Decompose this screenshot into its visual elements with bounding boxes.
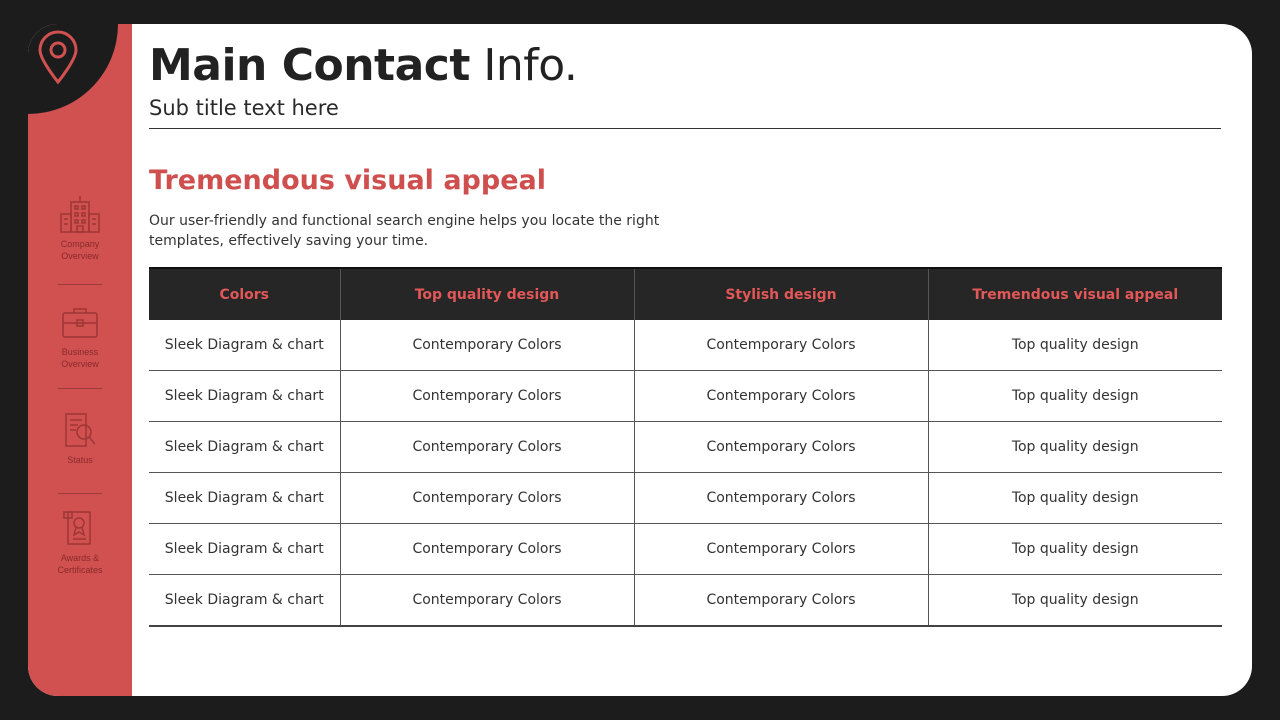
document-search-icon bbox=[60, 412, 100, 450]
section-heading: Tremendous visual appeal bbox=[149, 165, 546, 196]
table-cell: Contemporary Colors bbox=[340, 422, 634, 473]
table-header-cell: Tremendous visual appeal bbox=[928, 268, 1222, 320]
sidebar-label-status: Status bbox=[67, 455, 93, 465]
table-header-row bbox=[149, 268, 1222, 320]
location-pin-icon bbox=[36, 30, 80, 86]
table-cell: Contemporary Colors bbox=[634, 371, 928, 422]
table-cell: Sleek Diagram & chart bbox=[149, 473, 340, 524]
slide bbox=[28, 24, 1252, 696]
table-cell: Contemporary Colors bbox=[634, 524, 928, 575]
table-row bbox=[149, 371, 1222, 422]
table-cell: Top quality design bbox=[928, 524, 1222, 575]
table-row bbox=[149, 473, 1222, 524]
table-cell: Contemporary Colors bbox=[340, 575, 634, 627]
table-cell: Sleek Diagram & chart bbox=[149, 575, 340, 627]
page-subtitle: Sub title text here bbox=[149, 96, 339, 120]
title-divider bbox=[149, 128, 1221, 129]
table-cell: Contemporary Colors bbox=[340, 473, 634, 524]
table-row bbox=[149, 422, 1222, 473]
table-cell: Contemporary Colors bbox=[340, 524, 634, 575]
briefcase-icon bbox=[60, 304, 100, 340]
table-cell: Contemporary Colors bbox=[634, 575, 928, 627]
table-cell: Contemporary Colors bbox=[634, 422, 928, 473]
table-cell: Contemporary Colors bbox=[634, 473, 928, 524]
sidebar-item-business-overview[interactable] bbox=[28, 304, 132, 370]
table-cell: Sleek Diagram & chart bbox=[149, 320, 340, 371]
certificate-icon bbox=[60, 508, 100, 548]
table-row bbox=[149, 524, 1222, 575]
sidebar-label-business-overview: Business Overview bbox=[61, 347, 99, 369]
table-row bbox=[149, 320, 1222, 371]
table-header-cell: Stylish design bbox=[634, 268, 928, 320]
sidebar bbox=[28, 24, 132, 696]
table-header-cell: Top quality design bbox=[340, 268, 634, 320]
page-title-bold: Main Contact bbox=[149, 40, 470, 91]
sidebar-item-awards[interactable] bbox=[28, 508, 132, 576]
info-table bbox=[149, 267, 1222, 627]
table-row bbox=[149, 575, 1222, 627]
building-icon bbox=[57, 194, 103, 234]
table-cell: Top quality design bbox=[928, 371, 1222, 422]
table-cell: Top quality design bbox=[928, 422, 1222, 473]
table-cell: Contemporary Colors bbox=[634, 320, 928, 371]
table-cell: Top quality design bbox=[928, 320, 1222, 371]
sidebar-item-status[interactable] bbox=[28, 412, 132, 466]
sidebar-divider bbox=[58, 284, 102, 285]
sidebar-divider bbox=[58, 493, 102, 494]
page-title-light: Info. bbox=[469, 40, 578, 91]
sidebar-label-awards: Awards & Certificates bbox=[57, 553, 103, 575]
table-header-cell: Colors bbox=[149, 268, 340, 320]
table-cell: Sleek Diagram & chart bbox=[149, 422, 340, 473]
table-cell: Contemporary Colors bbox=[340, 371, 634, 422]
table-cell: Sleek Diagram & chart bbox=[149, 371, 340, 422]
sidebar-divider bbox=[58, 388, 102, 389]
table-cell: Sleek Diagram & chart bbox=[149, 524, 340, 575]
table-cell: Top quality design bbox=[928, 473, 1222, 524]
sidebar-item-company-overview[interactable] bbox=[28, 194, 132, 262]
section-description: Our user-friendly and functional search engine helps you locate the right templates, effectively saving your time. bbox=[149, 213, 660, 249]
page-title bbox=[149, 38, 577, 94]
sidebar-label-company-overview: Company Overview bbox=[60, 239, 100, 261]
table-cell: Contemporary Colors bbox=[340, 320, 634, 371]
table-cell: Top quality design bbox=[928, 575, 1222, 627]
